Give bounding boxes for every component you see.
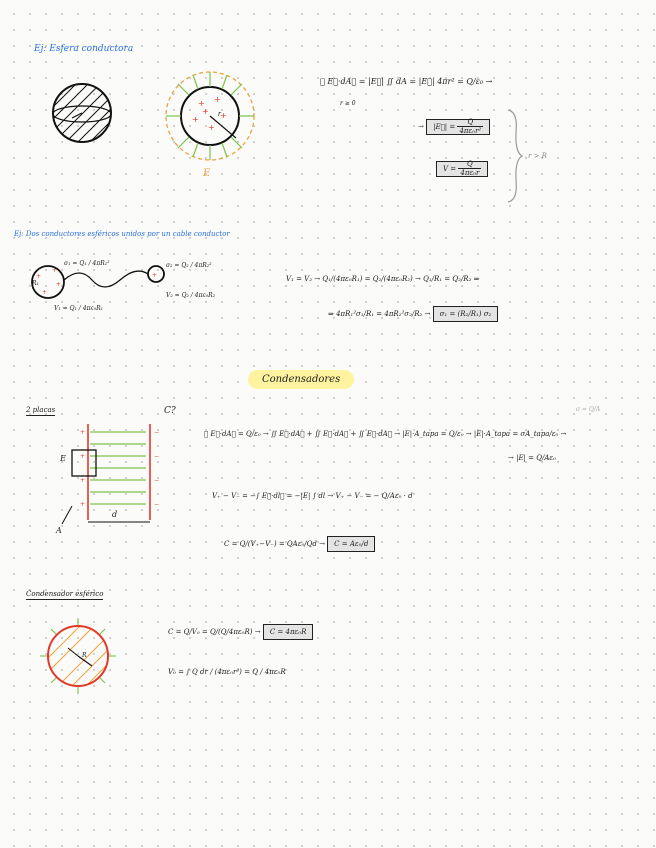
left-sphere-potential: V₁ = Q₁ / 4πε₀R₁ bbox=[54, 305, 104, 312]
svg-text:+: + bbox=[56, 281, 62, 288]
right-sphere-potential: V₂ = Q₂ / 4πε₀R₂ bbox=[166, 292, 216, 299]
sigma-relation-boxed: σ₁ = (R₂/R₁) σ₂ bbox=[433, 306, 499, 322]
potential-difference-plates: V₊ − V₋ = −∫ E⃗·dl⃗ = −|E| ∫ dl → V₊ − V₋ = − Q/Aε₀ · d bbox=[212, 492, 413, 500]
svg-text:−: − bbox=[154, 429, 160, 436]
capacitance-plates-boxed: C = Aε₀/d bbox=[327, 536, 375, 552]
potential-result-lhs: V = bbox=[443, 164, 457, 173]
plates-distance-label: d bbox=[112, 510, 118, 519]
svg-text:+: + bbox=[36, 273, 42, 280]
sphere-radius-label: r bbox=[218, 110, 221, 118]
svg-text:+: + bbox=[80, 429, 86, 436]
section3-subtitle: 2 placas bbox=[26, 406, 56, 414]
boxed-field-result: → |E⃗| = $\frac{Q}{\text{4πε₀r²}}$ bbox=[418, 118, 490, 135]
field-label-E: E bbox=[203, 168, 211, 179]
svg-text:+: + bbox=[214, 95, 221, 104]
section1-title: Ej: Esfera conductora bbox=[34, 44, 134, 54]
capacitance-derivation-sphere bbox=[168, 628, 313, 636]
gauss-condition: r ≥ 0 bbox=[340, 100, 356, 107]
svg-text:+: + bbox=[202, 107, 209, 116]
section4-subtitle: Condensador esférico bbox=[26, 590, 104, 598]
capacitance-derivation-plates bbox=[224, 540, 375, 548]
surface-density-note: σ = Q/A bbox=[576, 406, 601, 413]
left-sphere-sigma: σ₁ = Q₁ / 4πR₁² bbox=[64, 260, 110, 267]
capacitance-sphere-text: C = Q/V₀ = Q/(Q/4πε₀R) → bbox=[168, 628, 261, 636]
capacitance-plates-text: C = Q/(V₊−V₋) = QAε₀/Qd → bbox=[224, 540, 325, 548]
potential-result-den: 4πε₀r bbox=[460, 169, 480, 177]
potential-equality-line1: V₁ = V₂ → Q₁/(4πε₀R₁) = Q₂/(4πε₀R₂) → Q₁/R₁ = Q₂/R₂ ⇒ bbox=[286, 275, 480, 283]
curly-brace bbox=[506, 108, 526, 204]
right-sphere-sigma: σ₂ = Q₂ / 4πR₂² bbox=[166, 262, 212, 269]
potential-equality-line2-text: ⇒ 4πR₁²σ₁/R₁ = 4πR₂²σ₂/R₂ → bbox=[328, 310, 431, 318]
boxed-potential-result bbox=[436, 160, 488, 177]
section2-title: Ej: Dos conductores esféricos unidos por un cable conductor bbox=[14, 230, 230, 238]
svg-text:+: + bbox=[152, 272, 158, 279]
potential-equality-line2 bbox=[328, 310, 498, 318]
capacitance-sphere-boxed: C = 4πε₀R bbox=[263, 624, 314, 640]
potential-result-num: Q bbox=[458, 160, 481, 169]
svg-text:−: − bbox=[154, 453, 160, 460]
svg-text:+: + bbox=[52, 267, 58, 274]
potential-integral-sphere: V₀ = ∫ Q dr / (4πε₀r²) = Q / 4πε₀R bbox=[168, 668, 286, 676]
svg-text:+: + bbox=[198, 99, 205, 108]
capacitance-question: C? bbox=[164, 406, 176, 416]
field-result-lhs: |E⃗| = bbox=[433, 122, 456, 131]
svg-text:+: + bbox=[42, 289, 48, 296]
plates-area-label: A bbox=[56, 526, 62, 535]
svg-text:+: + bbox=[220, 111, 227, 120]
charged-sphere-field-drawing bbox=[158, 66, 262, 166]
left-sphere-radius-label: R₁ bbox=[32, 280, 39, 287]
brace-condition: r > R bbox=[528, 152, 547, 160]
svg-text:−: − bbox=[154, 501, 160, 508]
svg-text:+: + bbox=[80, 477, 86, 484]
gauss-equation-sphere: ∮ E⃗·dA⃗ = |E⃗| ∬ dA = |E⃗| 4πr² = Q/ε₀ → bbox=[320, 77, 493, 86]
field-result-den: 4πε₀r² bbox=[459, 127, 482, 135]
svg-text:−: − bbox=[154, 477, 160, 484]
condensadores-banner: Condensadores bbox=[248, 370, 354, 389]
spherical-capacitor-drawing bbox=[40, 618, 116, 694]
svg-text:+: + bbox=[80, 501, 86, 508]
spherical-radius-label: R bbox=[82, 652, 87, 659]
field-magnitude-plates: → |E| = Q/Aε₀ bbox=[508, 454, 556, 462]
hatched-sphere-drawing bbox=[50, 80, 116, 146]
svg-text:+: + bbox=[192, 115, 199, 124]
svg-text:+: + bbox=[208, 123, 215, 132]
field-result-num: Q bbox=[457, 118, 483, 127]
svg-text:+: + bbox=[80, 453, 86, 460]
plates-field-label: E bbox=[60, 454, 66, 463]
gauss-equation-plates: ∮ E⃗·dA⃗ = Q/ε₀ → ∬ E⃗·dA⃗ + ∬ E⃗·dA⃗ + ∬ E⃗·dA⃗ → |E|·A_tapa = Q/ε₀ → |E|·A_tapa = σA_tapa/ε₀ → bbox=[204, 430, 567, 438]
